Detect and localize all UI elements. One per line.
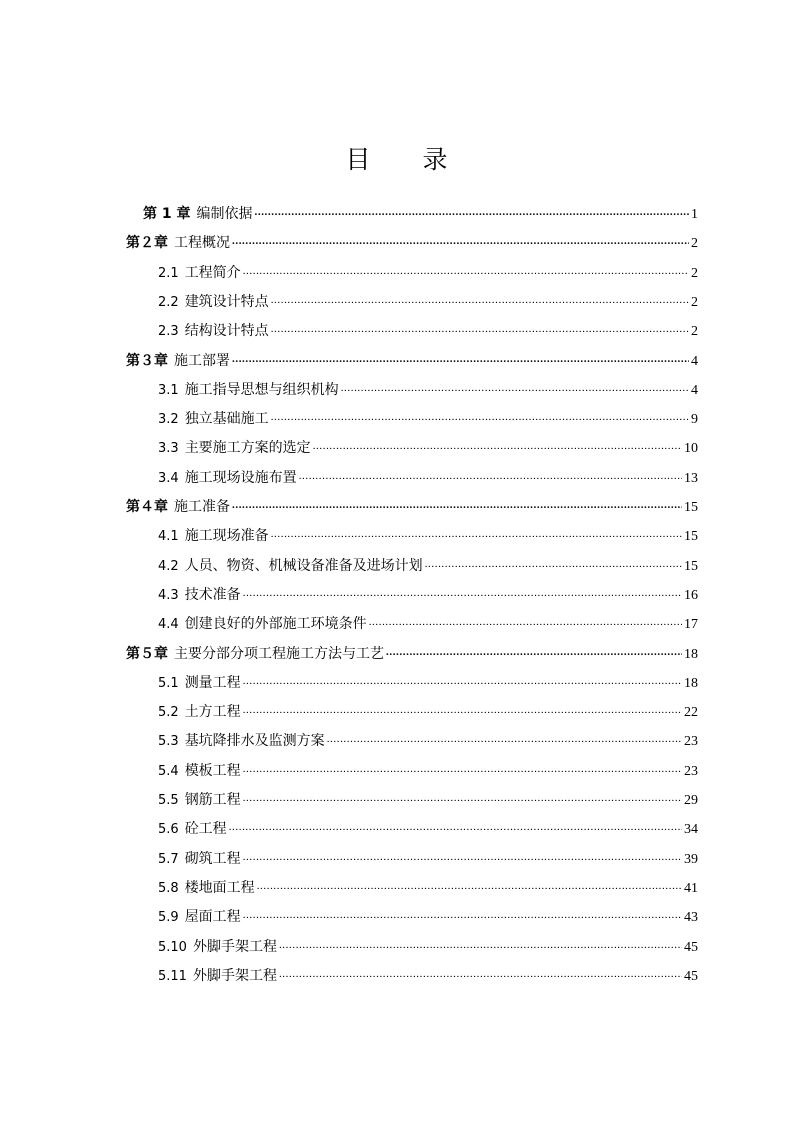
toc-dot-leader: [232, 493, 682, 522]
toc-dot-leader: [341, 376, 689, 405]
toc-page-number: 15: [684, 558, 698, 574]
toc-page-number: 23: [684, 734, 698, 750]
toc-dot-leader: [232, 229, 689, 258]
toc-entry-number: 第３章: [126, 352, 168, 369]
toc-chapter-entry[interactable]: [126, 347, 698, 376]
toc-page-number: 29: [684, 793, 698, 808]
toc-entry-number: 5.9: [158, 910, 179, 926]
toc-section-entry[interactable]: [158, 610, 698, 639]
toc-section-entry[interactable]: [158, 933, 698, 962]
toc-entry-title: 外脚手架工程: [192, 938, 277, 955]
toc-section-entry[interactable]: [158, 464, 698, 493]
toc-entry-number: 3.1: [158, 382, 179, 398]
toc-entry-title: 施工现场设施布置: [184, 469, 297, 486]
toc-entry-number: 5.8: [158, 880, 179, 896]
toc-page-number: 43: [684, 910, 698, 926]
toc-section-entry[interactable]: [158, 698, 698, 727]
toc-entry-title: 独立基础施工: [184, 411, 269, 428]
toc-section-entry[interactable]: [158, 581, 698, 610]
toc-entry-title: 测量工程: [184, 674, 241, 691]
toc-dot-leader: [243, 581, 682, 610]
toc-section-entry[interactable]: [158, 552, 698, 581]
toc-dot-leader: [369, 610, 682, 639]
toc-page-number: 13: [684, 470, 698, 486]
toc-page-number: 41: [684, 880, 698, 896]
toc-entry-title: 屋面工程: [184, 909, 241, 926]
toc-entry-number: 第４章: [126, 499, 168, 515]
toc-entry-title: 主要分部分项工程施工方法与工艺: [174, 645, 384, 662]
toc-entry-number: 3.3: [158, 441, 179, 457]
toc-entry-number: 3.2: [158, 412, 179, 428]
toc-entry-title: 编制依据: [196, 206, 253, 222]
toc-dot-leader: [279, 962, 682, 991]
toc-page-number: 15: [684, 529, 698, 545]
toc-dot-leader: [313, 434, 682, 463]
toc-entry-number: 5.11: [158, 968, 187, 984]
toc-section-entry[interactable]: [158, 845, 698, 874]
toc-entry-title: 模板工程: [184, 762, 241, 779]
toc-page-number: 9: [691, 412, 698, 428]
toc-dot-leader: [229, 815, 682, 844]
toc-dot-leader: [243, 259, 689, 288]
toc-entry-title: 施工现场准备: [184, 528, 269, 545]
toc-section-entry[interactable]: [158, 317, 698, 346]
toc-dot-leader: [279, 933, 682, 962]
toc-section-entry[interactable]: [158, 757, 698, 786]
toc-entry-number: 5.10: [158, 939, 187, 955]
toc-page-number: 4: [691, 382, 698, 398]
toc-dot-leader: [243, 845, 682, 874]
toc-section-entry[interactable]: [158, 815, 698, 844]
toc-section-entry[interactable]: [158, 727, 698, 756]
toc-entry-number: 第 1 章: [143, 206, 191, 222]
toc-page-number: 2: [691, 236, 698, 252]
toc-entry-number: 4.1: [158, 529, 179, 545]
toc-section-entry[interactable]: [158, 874, 698, 903]
toc-entry-number: 4.2: [158, 558, 179, 574]
toc-page-number: 1: [691, 207, 698, 222]
toc-dot-leader: [232, 347, 689, 376]
toc-page-number: 45: [684, 939, 698, 955]
toc-page-number: 10: [684, 441, 698, 457]
toc-entry-number: 2.2: [158, 294, 179, 310]
toc-dot-leader: [255, 200, 690, 229]
toc-entry-title: 楼地面工程: [184, 879, 255, 896]
toc-page-number: 2: [691, 265, 698, 281]
toc-dot-leader: [243, 698, 682, 727]
toc-dot-leader: [271, 405, 689, 434]
toc-dot-leader: [299, 464, 682, 493]
toc-entry-title: 人员、物资、机械设备准备及进场计划: [184, 557, 423, 574]
toc-dot-leader: [271, 288, 689, 317]
toc-entry-title: 土方工程: [184, 704, 241, 721]
toc-dot-leader: [425, 552, 682, 581]
toc-entry-title: 工程概况: [174, 235, 230, 252]
toc-entry-number: 第２章: [126, 235, 168, 252]
toc-entry-number: 5.5: [158, 793, 179, 808]
toc-section-entry[interactable]: [158, 786, 698, 815]
toc-entry-title: 技术准备: [184, 586, 241, 603]
toc-section-entry[interactable]: [158, 522, 698, 551]
toc-entry-number: 5.1: [158, 675, 179, 691]
toc-chapter-entry[interactable]: [126, 493, 698, 522]
toc-page-number: 16: [684, 587, 698, 603]
toc-entry-number: 5.4: [158, 763, 179, 779]
toc-section-entry[interactable]: [158, 434, 698, 463]
toc-section-entry[interactable]: [158, 962, 698, 991]
toc-dot-leader: [243, 669, 682, 698]
toc-entry-title: 工程简介: [184, 264, 241, 281]
toc-entry-number: 2.1: [158, 265, 179, 281]
toc-chapter-entry[interactable]: [126, 640, 698, 669]
toc-entry-number: 5.2: [158, 705, 179, 721]
toc-dot-leader: [271, 522, 682, 551]
toc-section-entry[interactable]: [158, 376, 698, 405]
toc-page-number: 34: [684, 822, 698, 838]
toc-entry-number: 2.3: [158, 324, 179, 340]
toc-dot-leader: [257, 874, 682, 903]
toc-section-entry[interactable]: [158, 669, 698, 698]
page-title: 目 录: [345, 145, 470, 174]
toc-entry-number: 4.3: [158, 587, 179, 603]
toc-chapter-entry[interactable]: [126, 229, 698, 258]
toc-section-entry[interactable]: [158, 903, 698, 932]
toc-entry-number: 3.4: [158, 470, 179, 486]
toc-section-entry[interactable]: [158, 288, 698, 317]
toc-page-number: 23: [684, 763, 698, 779]
toc-page-number: 15: [684, 500, 698, 515]
toc-page-number: 39: [684, 851, 698, 867]
toc-section-entry[interactable]: [158, 259, 698, 288]
toc-page-number: 17: [684, 617, 698, 633]
toc-dot-leader: [271, 317, 689, 346]
toc-entry-title: 砼工程: [184, 821, 227, 838]
toc-entry-number: 4.4: [158, 617, 179, 633]
toc-entry-title: 主要施工方案的选定: [184, 440, 311, 457]
toc-entry-title: 建筑设计特点: [184, 293, 269, 310]
toc-page-number: 45: [684, 968, 698, 984]
toc-dot-leader: [243, 757, 682, 786]
toc-entry-title: 基坑降排水及监测方案: [184, 733, 325, 750]
toc-page-number: 22: [684, 705, 698, 721]
toc-entry-number: 5.7: [158, 851, 179, 867]
toc-page-number: 2: [691, 324, 698, 340]
toc-dot-leader: [243, 786, 682, 815]
toc-entry-number: 第５章: [126, 645, 168, 662]
toc-entry-title: 砌筑工程: [184, 850, 241, 867]
toc-entry-title: 外脚手架工程: [192, 967, 277, 984]
toc-page-number: 18: [684, 646, 698, 662]
toc-entry-number: 5.6: [158, 822, 179, 838]
toc-dot-leader: [327, 727, 682, 756]
toc-page-number: 18: [684, 675, 698, 691]
toc-entry-number: 5.3: [158, 734, 179, 750]
toc-dot-leader: [243, 903, 682, 932]
toc-entry-title: 结构设计特点: [184, 323, 269, 340]
toc-entry-title: 施工准备: [174, 499, 230, 515]
toc-entry-title: 施工部署: [174, 352, 230, 369]
toc-section-entry[interactable]: [158, 405, 698, 434]
toc-dot-leader: [386, 640, 682, 669]
toc-entry-title: 施工指导思想与组织机构: [184, 381, 339, 398]
toc-entry-title: 创建良好的外部施工环境条件: [184, 616, 367, 633]
toc-page-number: 2: [691, 294, 698, 310]
toc-entry-title: 钢筋工程: [184, 792, 241, 808]
toc-page-number: 4: [691, 353, 698, 369]
toc-chapter-entry[interactable]: [143, 200, 698, 229]
